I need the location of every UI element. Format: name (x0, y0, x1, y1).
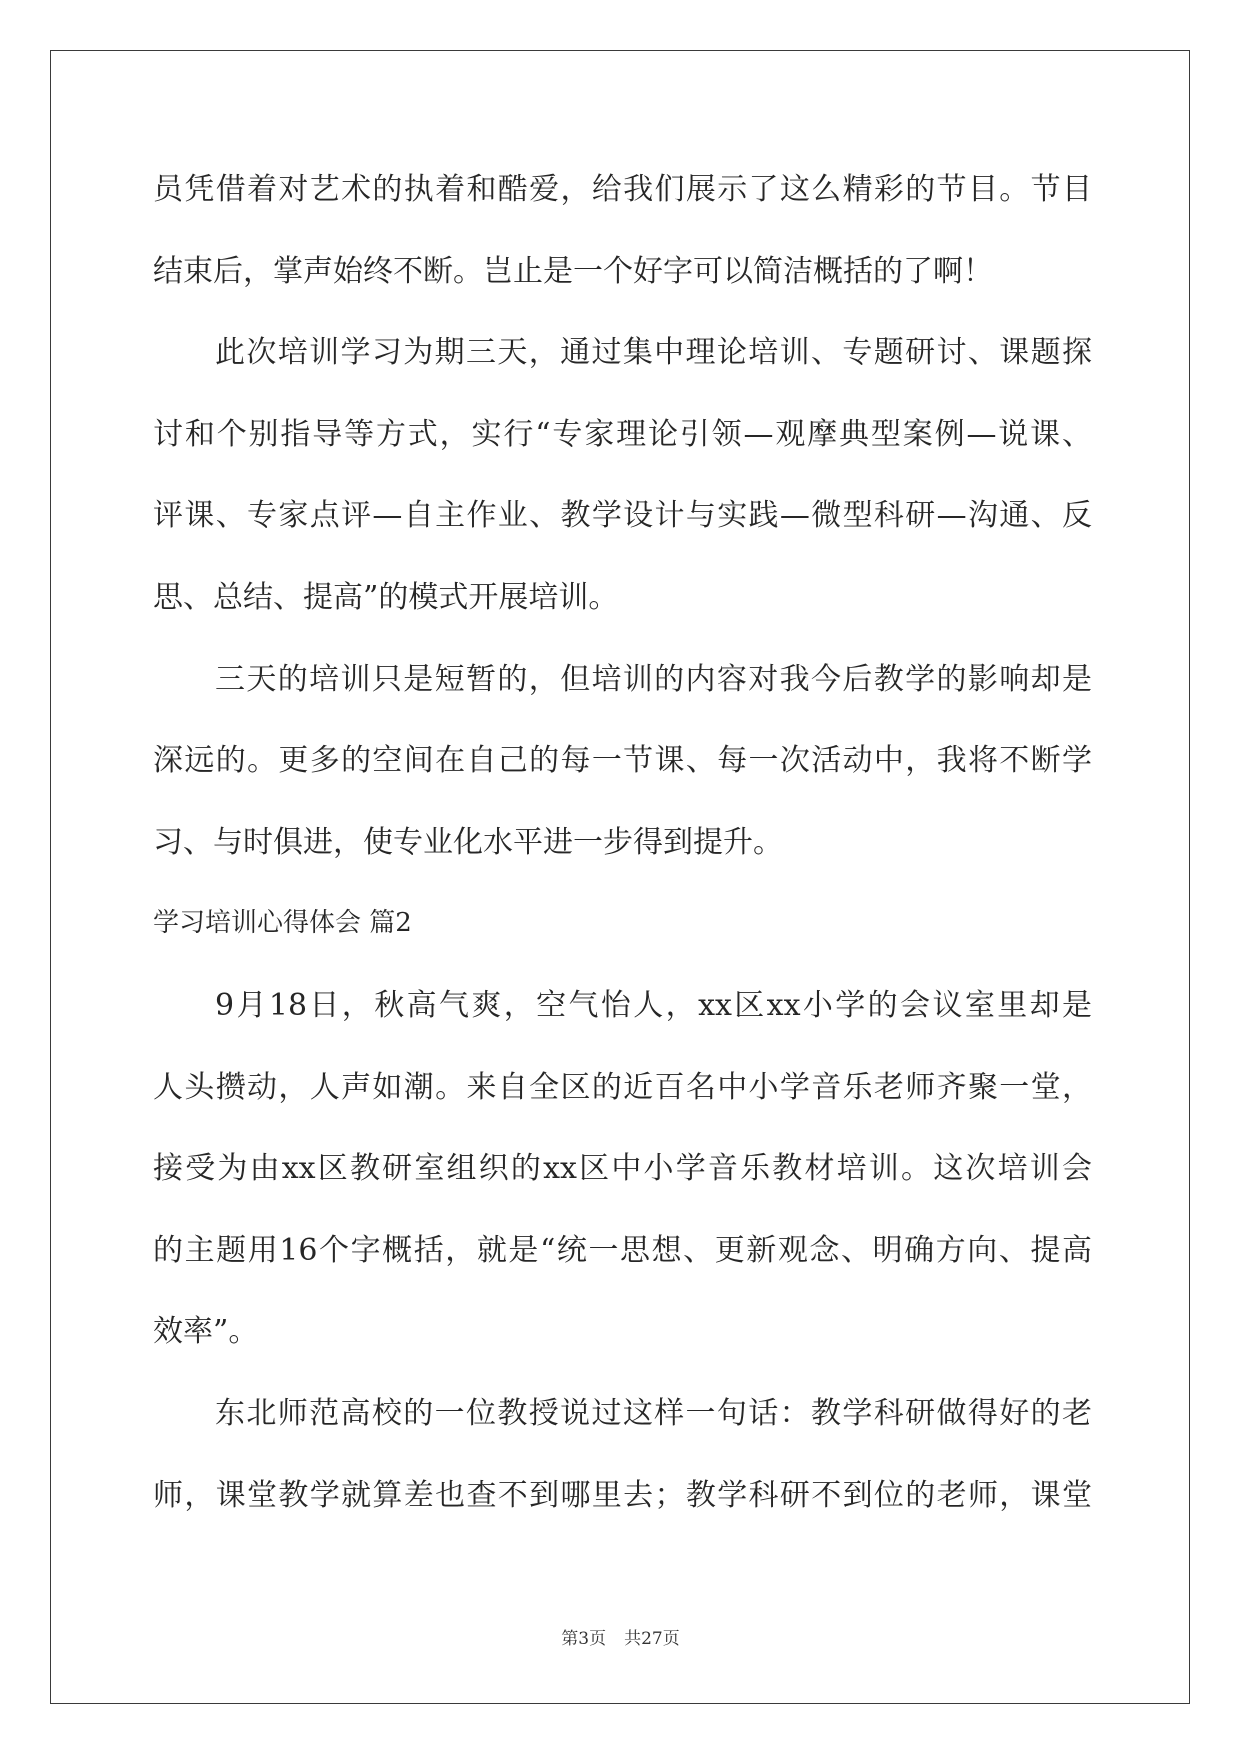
text-line: 评课、专家点评—自主作业、教学设计与实践—微型科研—沟通、反 (153, 498, 1092, 534)
text-line: 此次培训学习为期三天，通过集中理论培训、专题研讨、课题探 (215, 335, 1092, 371)
document-body (153, 149, 1092, 1536)
text-line: 讨和个别指导等方式，实行“专家理论引领—观摩典型案例—说课、 (153, 416, 1092, 452)
text-line: 结束后，掌声始终不断。岂止是一个好字可以简洁概括的了啊！ (153, 253, 993, 289)
text-line: 师，课堂教学就算差也查不到哪里去；教学科研不到位的老师，课堂 (153, 1477, 1092, 1513)
paragraph (153, 312, 1092, 638)
text-line: 的主题用16个字概括，就是“统一思想、更新观念、明确方向、提高 (153, 1232, 1092, 1268)
paragraph (153, 965, 1092, 1373)
paragraph (153, 149, 1092, 312)
paragraph (153, 1373, 1092, 1536)
text-line: 人头攒动，人声如潮。来自全区的近百名中小学音乐老师齐聚一堂， (153, 1069, 1092, 1105)
text-line: 东北师范高校的一位教授说过这样一句话：教学科研做得好的老 (215, 1395, 1092, 1431)
total-pages-label: 共27页 (624, 1629, 680, 1649)
text-line: 深远的。更多的空间在自己的每一节课、每一次活动中，我将不断学 (153, 743, 1092, 779)
text-line: 思、总结、提高”的模式开展培训。 (153, 579, 619, 615)
text-line: 员凭借着对艺术的执着和酷爱，给我们展示了这么精彩的节目。节目 (153, 172, 1092, 207)
current-page-label: 第3页 (561, 1629, 607, 1649)
text-line: 效率”。 (153, 1314, 259, 1350)
paragraph (153, 639, 1092, 884)
section-heading: 学习培训心得体会 篇2 (153, 908, 412, 939)
text-line: 习、与时俱进，使专业化水平进一步得到提升。 (153, 824, 783, 860)
text-line: 9月18日，秋高气爽，空气怡人，xx区xx小学的会议室里却是 (215, 987, 1092, 1023)
text-line: 接受为由xx区教研室组织的xx区中小学音乐教材培训。这次培训会 (153, 1151, 1092, 1187)
text-line: 三天的培训只是短暂的，但培训的内容对我今后教学的影响却是 (215, 661, 1092, 697)
page-footer (0, 1626, 1241, 1652)
